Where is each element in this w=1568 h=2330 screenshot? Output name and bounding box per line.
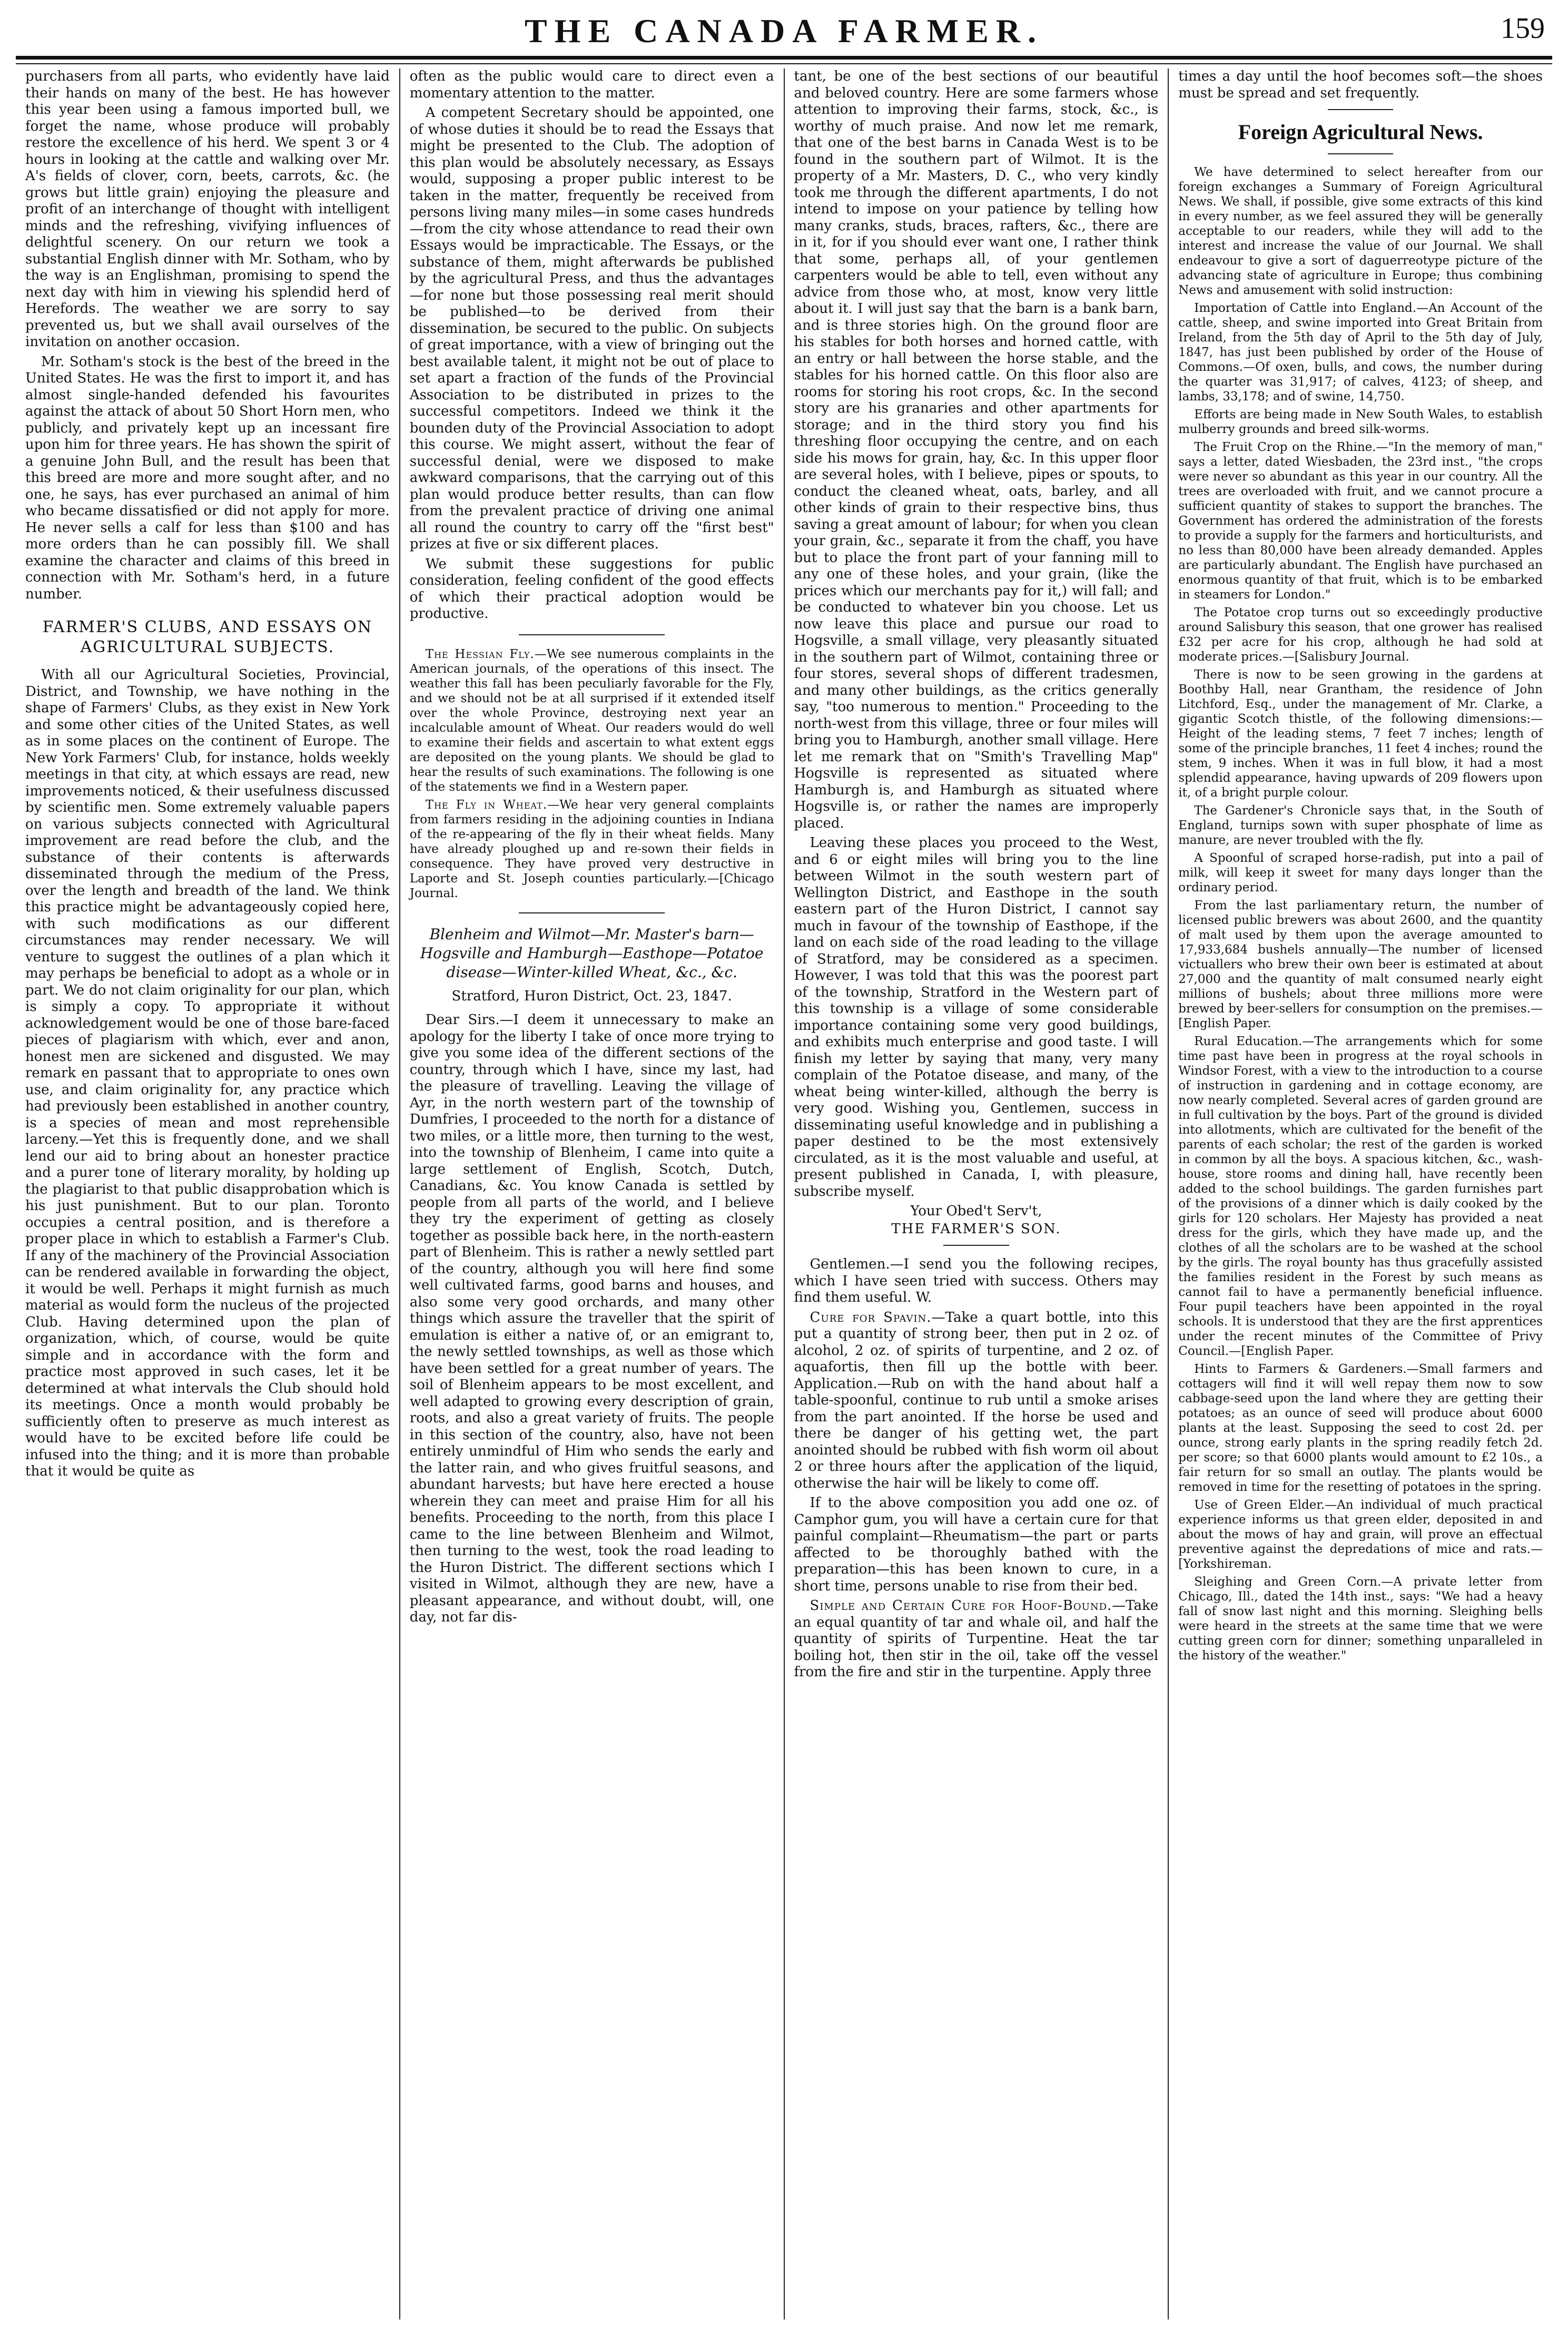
article-text: —We see numerous complaints in the American journals, of the operations of this insect. The weather this fall has been peculiarly favorable for the Fly, and we should not be at all surprised if it extended itself over the whole Province, destroying next year an incalculable amount of Wheat. Our readers would do well to examine their fields and ascertain to what extent eggs are deposited on the young plants. We should be glad to hear the results of such examinations. The following is one of the statements we find in a Western paper. <box>409 647 774 794</box>
paragraph: Gentlemen.—I send you the following recipes, which I have seen tried with success. Others may find them useful. W. <box>794 1256 1159 1305</box>
article-cure-for-spavin <box>794 1310 1159 1492</box>
paragraph: tant, be one of the best sections of our beautiful and beloved country. Here are some farmers whose attention to improving their farms, stock, &c., is worthy of much praise. And now let me remark, that one of the best barns in Canada West is to be found in the southern part of Wilmot. It is the property of a Mr. Masters, D. C., who very kindly took me through the different apartments, I do not intend to impose on your patience by telling how many cranks, studs, braces, rafters, &c., there are in it, for if you should ever want one, I rather think that some, perhaps all, of your gentlemen carpenters would be able to tell, even without any advice from those who, at most, know very little about it. I will just say that the barn is a bank barn, and is three stories high. On the ground floor are his stables for both horses and horned cattle, with an entry or hall between the horse stable, and the stables for his horned cattle. On this floor also are rooms for storing his root crops, &c. In the second story are his granaries and other apartments for storage; and in the third story you find his threshing floor occupying the centre, and on each side his mows for grain, hay, &c. In this upper floor are several holes, with I believe, pipes or spouts, to conduct the cleaned wheat, oats, barley, and all other kinds of grain to their respective bins, thus saving a great amount of labour; for when you clean your grain, &c., separate it from the chaff, you have but to place the front part of your fanning mill to any one of these holes, and your grain, (like the prices which our merchants pay for it,) will fall; and be conducted to whatever bin you choose. Let us now leave this place and pursue our road to Hogsville, a small village, very pleasantly situated in the southern part of Wilmot, containing three or four stores, several shops of different tradesmen, and many other buildings, as the critics generally say, "too numerous to mention." Proceeding to the north-west from this village, three or four miles will bring you to Hamburgh, another small village. Here let me remark that on "Smith's Travelling Map" Hogsville is represented as situated where Hamburgh is, and Hamburgh as situated where Hogsville is, or rather the names are improperly placed. <box>794 68 1159 831</box>
column-3 <box>785 68 1169 2319</box>
column-divider <box>1328 153 1394 154</box>
news-item: The Gardener's Chronicle says that, in the South of England, turnips sown with super phosphate of lime as manure, are never troubled with the fly. <box>1178 803 1543 847</box>
masthead-rule-thin <box>16 63 1552 64</box>
column-1 <box>16 68 400 2319</box>
article-title: Cure for Spavin. <box>810 1309 932 1325</box>
article-hoof-bound <box>794 1598 1159 1681</box>
column-2 <box>400 68 785 2319</box>
page-columns <box>16 68 1552 2319</box>
news-item: Sleighing and Green Corn.—A private letter from Chicago, Ill., dated the 14th inst., says: "We had a heavy fall of snow last night and this morning. Sleighing bells were heard in the streets at the same time that we were cutting green corn for dinner; something unparalleled in the history of the weather." <box>1178 1575 1543 1663</box>
paragraph: Dear Sirs.—I deem it unnecessary to make an apology for the liberty I take of once more trying to give you some idea of the different sections of the country, through which I have, since my last, had the pleasure of travelling. Leaving the village of Ayr, in the north western part of the township of Dumfries, I proceeded to the north for a distance of two miles, or a little more, then turning to the west, into the township of Blenheim, I came into quite a large settlement of English, Scotch, Dutch, Canadians, &c. You know Canada is settled by people from all parts of the world, and I believe they try the experiment of getting as closely together as possible back here, in the north-eastern part of Blenheim. This is rather a newly settled part of the country, although you will here find some well cultivated farms, good barns and houses, and also some very good orchards, and many other things which assure the traveller that the spirit of emulation is either a native of, or an emigrant to, the newly settled townships, as well as those which have been settled for a great number of years. The soil of Blenheim appears to be most excellent, and well adapted to growing every description of grain, roots, and also a great variety of fruits. The people in this section of the country, also, have not been entirely unmindful of Him who sends the early and the latter rain, and who gives fruitful seasons, and abundant harvests; but have here erected a house wherein they can meet and praise Him for all his benefits. Proceeding to the north, from this place I came to the line between Blenheim and Wilmot, then turning to the west, took the road leading to the Huron District. The different sections which I visited in Wilmot, although they are new, have a pleasant appearance, and without doubt, will, one day, not far dis- <box>409 1012 774 1625</box>
page-number: 159 <box>1501 12 1545 45</box>
article-hessian-fly <box>410 647 774 794</box>
news-item: From the last parliamentary return, the number of licensed public brewers was about 2600, and the quantity of malt used by them upon the average amounted to 17,933,684 bushels annually—The number of licensed victuallers who brew their own beer is estimated at about 27,000 and the quantity of malt consumed nearly eight millions of bushels; about three millions more were brewed by beer-sellers for consumption on the premises.—[English Paper. <box>1178 898 1543 1030</box>
news-item: Efforts are being made in New South Wales, to establish mulberry grounds and breed silk-worms. <box>1178 407 1543 436</box>
section-heading-foreign-news: Foreign Agricultural News. <box>1238 120 1483 144</box>
article-title: The Fly in Wheat. <box>425 798 548 812</box>
paragraph: If to the above composition you add one oz. of Camphor gum, you will have a certain cure for that painful complaint—Rheumatism—the part or parts affected to be thoroughly bathed with the preparation—this has been known to cure, in a short time, persons unable to rise from their bed. <box>794 1495 1159 1594</box>
paragraph: With all our Agricultural Societies, Provincial, District, and Township, we have nothing in the shape of Farmers' Clubs, as they exist in New York and some other cities of the United States, as well as in some places on the continent of Europe. The New York Farmers' Club, for instance, holds weekly meetings in that city, at which essays are read, new improvements noticed, & their usefulness discussed by scientific men. Some extremely valuable papers on various subjects connected with Agricultural improvement are read before the club, and the substance of their contents is afterwards disseminated through the medium of the Press, over the length and breadth of the land. We think this practice might be advantageously copied here, with such modifications as our different circumstances may render necessary. We will venture to suggest the outlines of a plan which it may perhaps be beneficial to adopt as a whole or in part. We do not claim originality for our plan, which is simply a copy. To appropriate it without acknowledgement would be one of those bare-faced pieces of plagiarism with which, ever and anon, honest men are sickened and disgusted. We may remark en passant that to appropriate to ones own use, and claim originality for, any practice which had previously been established in another country, is a species of mean and most reprehensible larceny.—Yet this is frequently done, and we shall lend our aid to bring about an honester practice and a purer tone of literary morality, by holding up the plagiarist to that public disapprobation which is his just punishment. But to our plan. Toronto occupies a central position, and is therefore a proper place in which to establish a Farmer's Club. If any of the machinery of the Provincial Association can be rendered available in forwarding the object, it would be well. Perhaps it might furnish as much material as would form the nucleus of the projected Club. Having determined upon the plan of organization, which, of course, would be quite simple and in accordance with the form and practice most approved in such cases, let it be determined at what intervals the Club should hold its meetings. Once a month would probably be sufficiently often to preserve as much interest as would have to be excited before life could be infused into the thing; and it is more than probable that it would be quite as <box>25 667 390 1479</box>
paragraph: We have determined to select hereafter from our foreign exchanges a Summary of Foreign Agricultural News. We shall, if possible, give some extracts of this kind in every number, as we feel assured they will be generally acceptable to our readers, while they will add to the interest and increase the value of our Journal. We shall endeavour to give a sort of daguerreotype picture of the advancing state of agriculture in Europe; thus combining News and amusement with solid instruction: <box>1178 165 1543 297</box>
section-heading-farmers-clubs: FARMER'S CLUBS, AND ESSAYS ON AGRICULTURAL SUBJECTS. <box>42 618 373 656</box>
news-item: Importation of Cattle into England.—An Account of the cattle, sheep, and swine imported into Great Britain from Ireland, from the 5th day of April to the 5th day of July, 1847, has just been published by order of the House of Commons.—Of oxen, bulls, and cows, the number during the quarter was 31,917; of calves, 4123; of sheep, and lambs, 33,178; and of swine, 14,750. <box>1178 301 1543 404</box>
paragraph: often as the public would care to direct even a momentary attention to the matter. <box>409 68 774 101</box>
news-item: The Potatoe crop turns out so exceedingly productive around Salisbury this season, that one grower has realised £32 per acre for his crop, although he had sold at moderate prices.—[Salisbury Journal. <box>1178 605 1543 664</box>
letter-signature: THE FARMER'S SON. <box>891 1221 1061 1237</box>
column-4 <box>1169 68 1552 2319</box>
masthead-rule-thick <box>16 56 1552 60</box>
letter-subheading: Blenheim and Wilmot—Mr. Master's barn—Hogsville and Hamburgh—Easthope—Potatoe disease—Winter-killed Wheat, &c., &c. <box>420 925 764 981</box>
column-divider <box>943 1245 1009 1246</box>
paragraph: A competent Secretary should be appointed, one of whose duties it should be to read the Essays that might be presented to the Club. The adoption of this plan would be absolutely necessary, as Essays would, supposing a proper public interest to be taken in the matter, frequently be received from persons living many miles—in some cases hundreds—from the city whose attendance to read their own Essays would be impracticable. The Essays, or the substance of them, might afterwards be published by the agricultural Press, and thus the advantages—for none but those possessing real merit should be published—to be derived from their dissemination, be secured to the public. On subjects of great importance, with a view of bringing out the best available talent, it might not be out of place to set apart a fraction of the funds of the Provincial Association to be distributed in prizes to the successful competitors. Indeed we think it the bounden duty of the Provincial Association to adopt this course. We might assert, without the fear of successful denial, were we disposed to make awkward comparisons, that the carrying out of this plan would produce better results, than can flow from the prevalent practice of driving one animal all round the country to carry off the "first best" prizes at five or six different places. <box>409 105 774 552</box>
paragraph: times a day until the hoof becomes soft—the shoes must be spread and set frequently. <box>1178 68 1543 101</box>
paragraph: Mr. Sotham's stock is the best of the breed in the United States. He was the first to import it, and has almost single-handed defended his favourites against the attack of about 50 Short Horn men, who publicly, and privately kept up an incessant fire upon him for three years. He has shown the spirit of a genuine John Bull, and the result has been that this breed are more and more sought after, and no one, he says, has ever purchased an animal of him who became dissatisfied or did not apply for more. He never sells a calf for less than $100 and has more orders than he can possibly fill. We shall examine the character and claims of this breed in connection with Mr. Sotham's herd, in a future number. <box>25 353 390 602</box>
column-divider <box>1328 109 1394 110</box>
letter-closing: Your Obed't Serv't, <box>910 1203 1042 1219</box>
news-item: There is now to be seen growing in the gardens at Boothby Hall, near Grantham, the residence of John Litchford, Esq., under the management of Mr. Clarke, a gigantic Scotch thistle, of the following dimensions:—Height of the leading stems, 7 feet 7 inches; length of some of the principle branches, 11 feet 4 inches; round the stem, 9 inches. When it was in full blow, it had a most splendid appearance, having upwards of 209 flowers upon it, of a bright purple colour. <box>1178 667 1543 800</box>
paragraph: Leaving these places you proceed to the West, and 6 or eight miles will bring you to the line between Wilmot in the south western part of Wellington District, and Easthope in the south eastern part of the Huron District, I cannot say much in favour of the township of Easthope, if the land on each side of the road leading to the village of Stratford, may be considered as a specimen. However, I was told that this was the poorest part of the township, Stratford in the Western part of this township is a village of some considerable importance containing some very good buildings, and exhibits much enterprise and good taste. I will finish my letter by saying that many, very many complain of the Potatoe disease, and many, of the wheat being winter-killed, although the berry is very good. Wishing you, Gentlemen, success in disseminating useful knowledge and in publishing a paper destined to be the most extensively circulated, as it is the most valuable and useful, at present published in Canada, I, with pleasure, subscribe myself. <box>794 835 1159 1200</box>
news-item: Hints to Farmers & Gardeners.—Small farmers and cottagers will find it will well repay them now to sow cabbage-seed upon the land where they are getting their potatoes; as an ounce of seed will produce about 6000 plants at the least. Supposing the seed to cost 2d. per ounce, strong early plants in the spring readily fetch 2d. per score; so that 6000 plants would amount to £2 10s., a fair return for so small an outlay. The plants would be removed in time for the resetting of potatoes in the spring. <box>1178 1362 1543 1494</box>
news-item: The Fruit Crop on the Rhine.—"In the memory of man," says a letter, dated Wiesbaden, the 23rd inst., "the crops were never so abundant as this year in our country. All the trees are overloaded with fruit, and we cannot procure a sufficient quantity of stakes to support the branches. The Government has ordered the administration of the forests to provide a supply for the farmers and horticulturists, and no less than 80,000 have been already demanded. Apples are particularly abundant. The English have purchased an enormous quantity of that fruit, which is to be embarked in steamers for London." <box>1178 440 1543 602</box>
article-title: The Hessian Fly. <box>425 647 535 661</box>
column-divider <box>519 912 665 913</box>
letter-dateline: Stratford, Huron District, Oct. 23, 1847. <box>451 988 732 1004</box>
news-item: Rural Education.—The arrangements which for some time past have been in progress at the royal schools in Windsor Forest, with a view to the introduction to a course of instruction in gardening and in cottage economy, are now nearly completed. Several acres of garden ground are in full cultivation by the boys. Part of the ground is divided into allotments, which are cultivated for the benefit of the parents of each scholar; the rest of the garden is worked in common by all the boys. A spacious kitchen, &c., wash-house, store rooms and dining hall, have recently been added to the school buildings. The garden furnishes part of the provisions of a dinner which is daily cooked by the girls for 120 scholars. Her Majesty has provided a neat dress for the girls, which they have made up, and the clothes of all the scholars are to be washed at the school by the girls. The royal bounty has thus gracefully assisted the families resident in the Forest by such means as cannot fail to have a permanently beneficial influence. Four pupil teachers have been appointed in the royal schools. It is understood that they are the first apprentices under the recent minutes of the Committee of Privy Council.—[English Paper. <box>1178 1034 1543 1358</box>
article-text: —Take a quart bottle, into this put a quantity of strong beer, then put in 2 oz. of alcohol, 2 oz. of spirits of turpentine, and 2 oz. of aquafortis, then fill up the bottle with beer. Application.—Rub on with the hand about half a table-spoonful, continue to rub until a smoke arises from the part anointed. If the horse be used and there be danger of his getting wet, the part anointed should be rubbed with fish worm oil about 2 or three hours after the application of the liquid, otherwise the hair will be likely to come off. <box>794 1309 1159 1491</box>
paragraph: We submit these suggestions for public consideration, feeling confident of the good effects of which their practical adoption would be productive. <box>409 556 774 622</box>
news-item: A Spoonful of scraped horse-radish, put into a pail of milk, will keep it sweet for many days longer than the ordinary period. <box>1178 851 1543 894</box>
paragraph: purchasers from all parts, who evidently have laid their hands on many of the best. He has however this year been using a famous imported bull, we forget the name, whose produce will probably restore the excellence of his herd. We spent 3 or 4 hours in looking at the cattle and walking over Mr. A's fields of clover, corn, beets, carrots, &c. (he grows but little grain) enjoying the pleasure and profit of an interchange of thought with intelligent minds and the refreshing, vivifying influences of delightful scenery. On our return we took a substantial English dinner with Mr. Sotham, who by the way is an Englishman, promising to spend the next day with him in viewing his splendid herd of Herefords. The weather we are sorry to say prevented us, but we shall avail ourselves of the invitation on another occasion. <box>25 68 390 350</box>
masthead <box>16 9 1552 60</box>
newspaper-title: THE CANADA FARMER. <box>524 12 1044 50</box>
article-text: —We hear very general complaints from farmers residing in the adjoining counties in Indiana of the re-appearing of the fly in their wheat fields. Many have already ploughed up and re-sown their fields in consequence. They have proved very destructive in Laporte and St. Joseph counties particularly.—[Chicago Journal. <box>409 798 774 900</box>
column-divider <box>519 634 665 635</box>
news-item: Use of Green Elder.—An individual of much practical experience informs us that green elder, deposited in and about the mows of hay and grain, will prove an effectual preventive against the depredations of mice and rats.—[Yorkshireman. <box>1178 1498 1543 1571</box>
article-fly-in-wheat <box>410 798 774 901</box>
article-title: Simple and Certain Cure for Hoof-Bound. <box>810 1598 1112 1614</box>
article-text: —Take an equal quantity of tar and whale oil, and half the quantity of spirits of Turpentine. Heat the tar boiling hot, then stir in the oil, take off the vessel from the fire and stir in the turpentine. Apply three <box>794 1598 1159 1680</box>
